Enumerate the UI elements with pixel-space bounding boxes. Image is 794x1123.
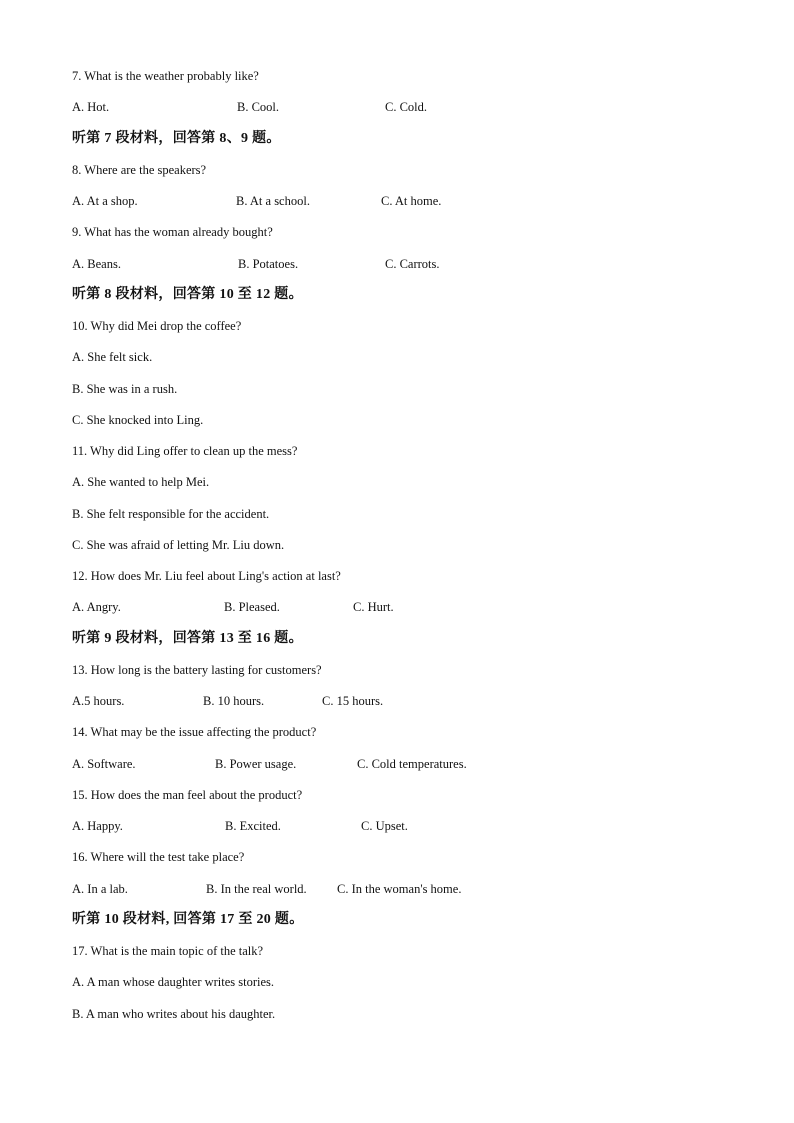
question-text: 17. What is the main topic of the talk? (72, 944, 264, 958)
answer-option: B. A man who writes about his daughter. (72, 1007, 276, 1021)
answer-option: C. At home. (381, 194, 442, 208)
answer-option: A. She wanted to help Mei. (72, 475, 210, 489)
question-text: 12. How does Mr. Liu feel about Ling's action at last? (72, 569, 341, 583)
answer-option: A. She felt sick. (72, 350, 153, 364)
question-text: 15. How does the man feel about the product? (72, 788, 303, 802)
question-text: 13. How long is the battery lasting for customers? (72, 663, 322, 677)
answer-option: B. Potatoes. (238, 257, 299, 271)
question-text: 14. What may be the issue affecting the product? (72, 725, 317, 739)
answer-option: B. 10 hours. (203, 694, 265, 708)
answer-option: B. Pleased. (224, 600, 280, 614)
answer-option: A. Angry. (72, 600, 121, 614)
question-text: 10. Why did Mei drop the coffee? (72, 319, 242, 333)
question-text: 11. Why did Ling offer to clean up the mess? (72, 444, 298, 458)
answer-option: B. Excited. (225, 819, 281, 833)
answer-option: C. In the woman's home. (337, 882, 462, 896)
answer-option: B. Cool. (237, 100, 280, 114)
section-heading: 听第 7 段材料，回答第 8、9 题。 (72, 131, 281, 146)
answer-option: C. 15 hours. (322, 694, 384, 708)
answer-option: A. Happy. (72, 819, 123, 833)
question-text: 9. What has the woman already bought? (72, 225, 273, 239)
answer-option: C. Carrots. (385, 257, 440, 271)
section-heading: 听第 8 段材料，回答第 10 至 12 题。 (72, 287, 303, 302)
answer-option: A.5 hours. (72, 694, 125, 708)
answer-option: A. Hot. (72, 100, 110, 114)
answer-option: B. She was in a rush. (72, 382, 178, 396)
answer-option: C. Upset. (361, 819, 408, 833)
question-text: 8. Where are the speakers? (72, 163, 207, 177)
answer-option: B. In the real world. (206, 882, 307, 896)
answer-option: A. In a lab. (72, 882, 128, 896)
question-text: 16. Where will the test take place? (72, 850, 245, 864)
answer-option: A. Software. (72, 757, 136, 771)
answer-option: C. Cold. (385, 100, 428, 114)
answer-option: C. Hurt. (353, 600, 394, 614)
answer-option: A. Beans. (72, 257, 121, 271)
answer-option: A. A man whose daughter writes stories. (72, 975, 275, 989)
answer-option: B. Power usage. (215, 757, 297, 771)
answer-option: B. She felt responsible for the accident. (72, 507, 270, 521)
answer-option: C. She was afraid of letting Mr. Liu down. (72, 538, 285, 552)
section-heading: 听第 9 段材料，回答第 13 至 16 题。 (72, 631, 303, 646)
answer-option: B. At a school. (236, 194, 310, 208)
question-text: 7. What is the weather probably like? (72, 69, 259, 83)
answer-option: A. At a shop. (72, 194, 138, 208)
section-heading: 听第 10 段材料, 回答第 17 至 20 题。 (72, 912, 304, 927)
answer-option: C. Cold temperatures. (357, 757, 467, 771)
answer-option: C. She knocked into Ling. (72, 413, 204, 427)
